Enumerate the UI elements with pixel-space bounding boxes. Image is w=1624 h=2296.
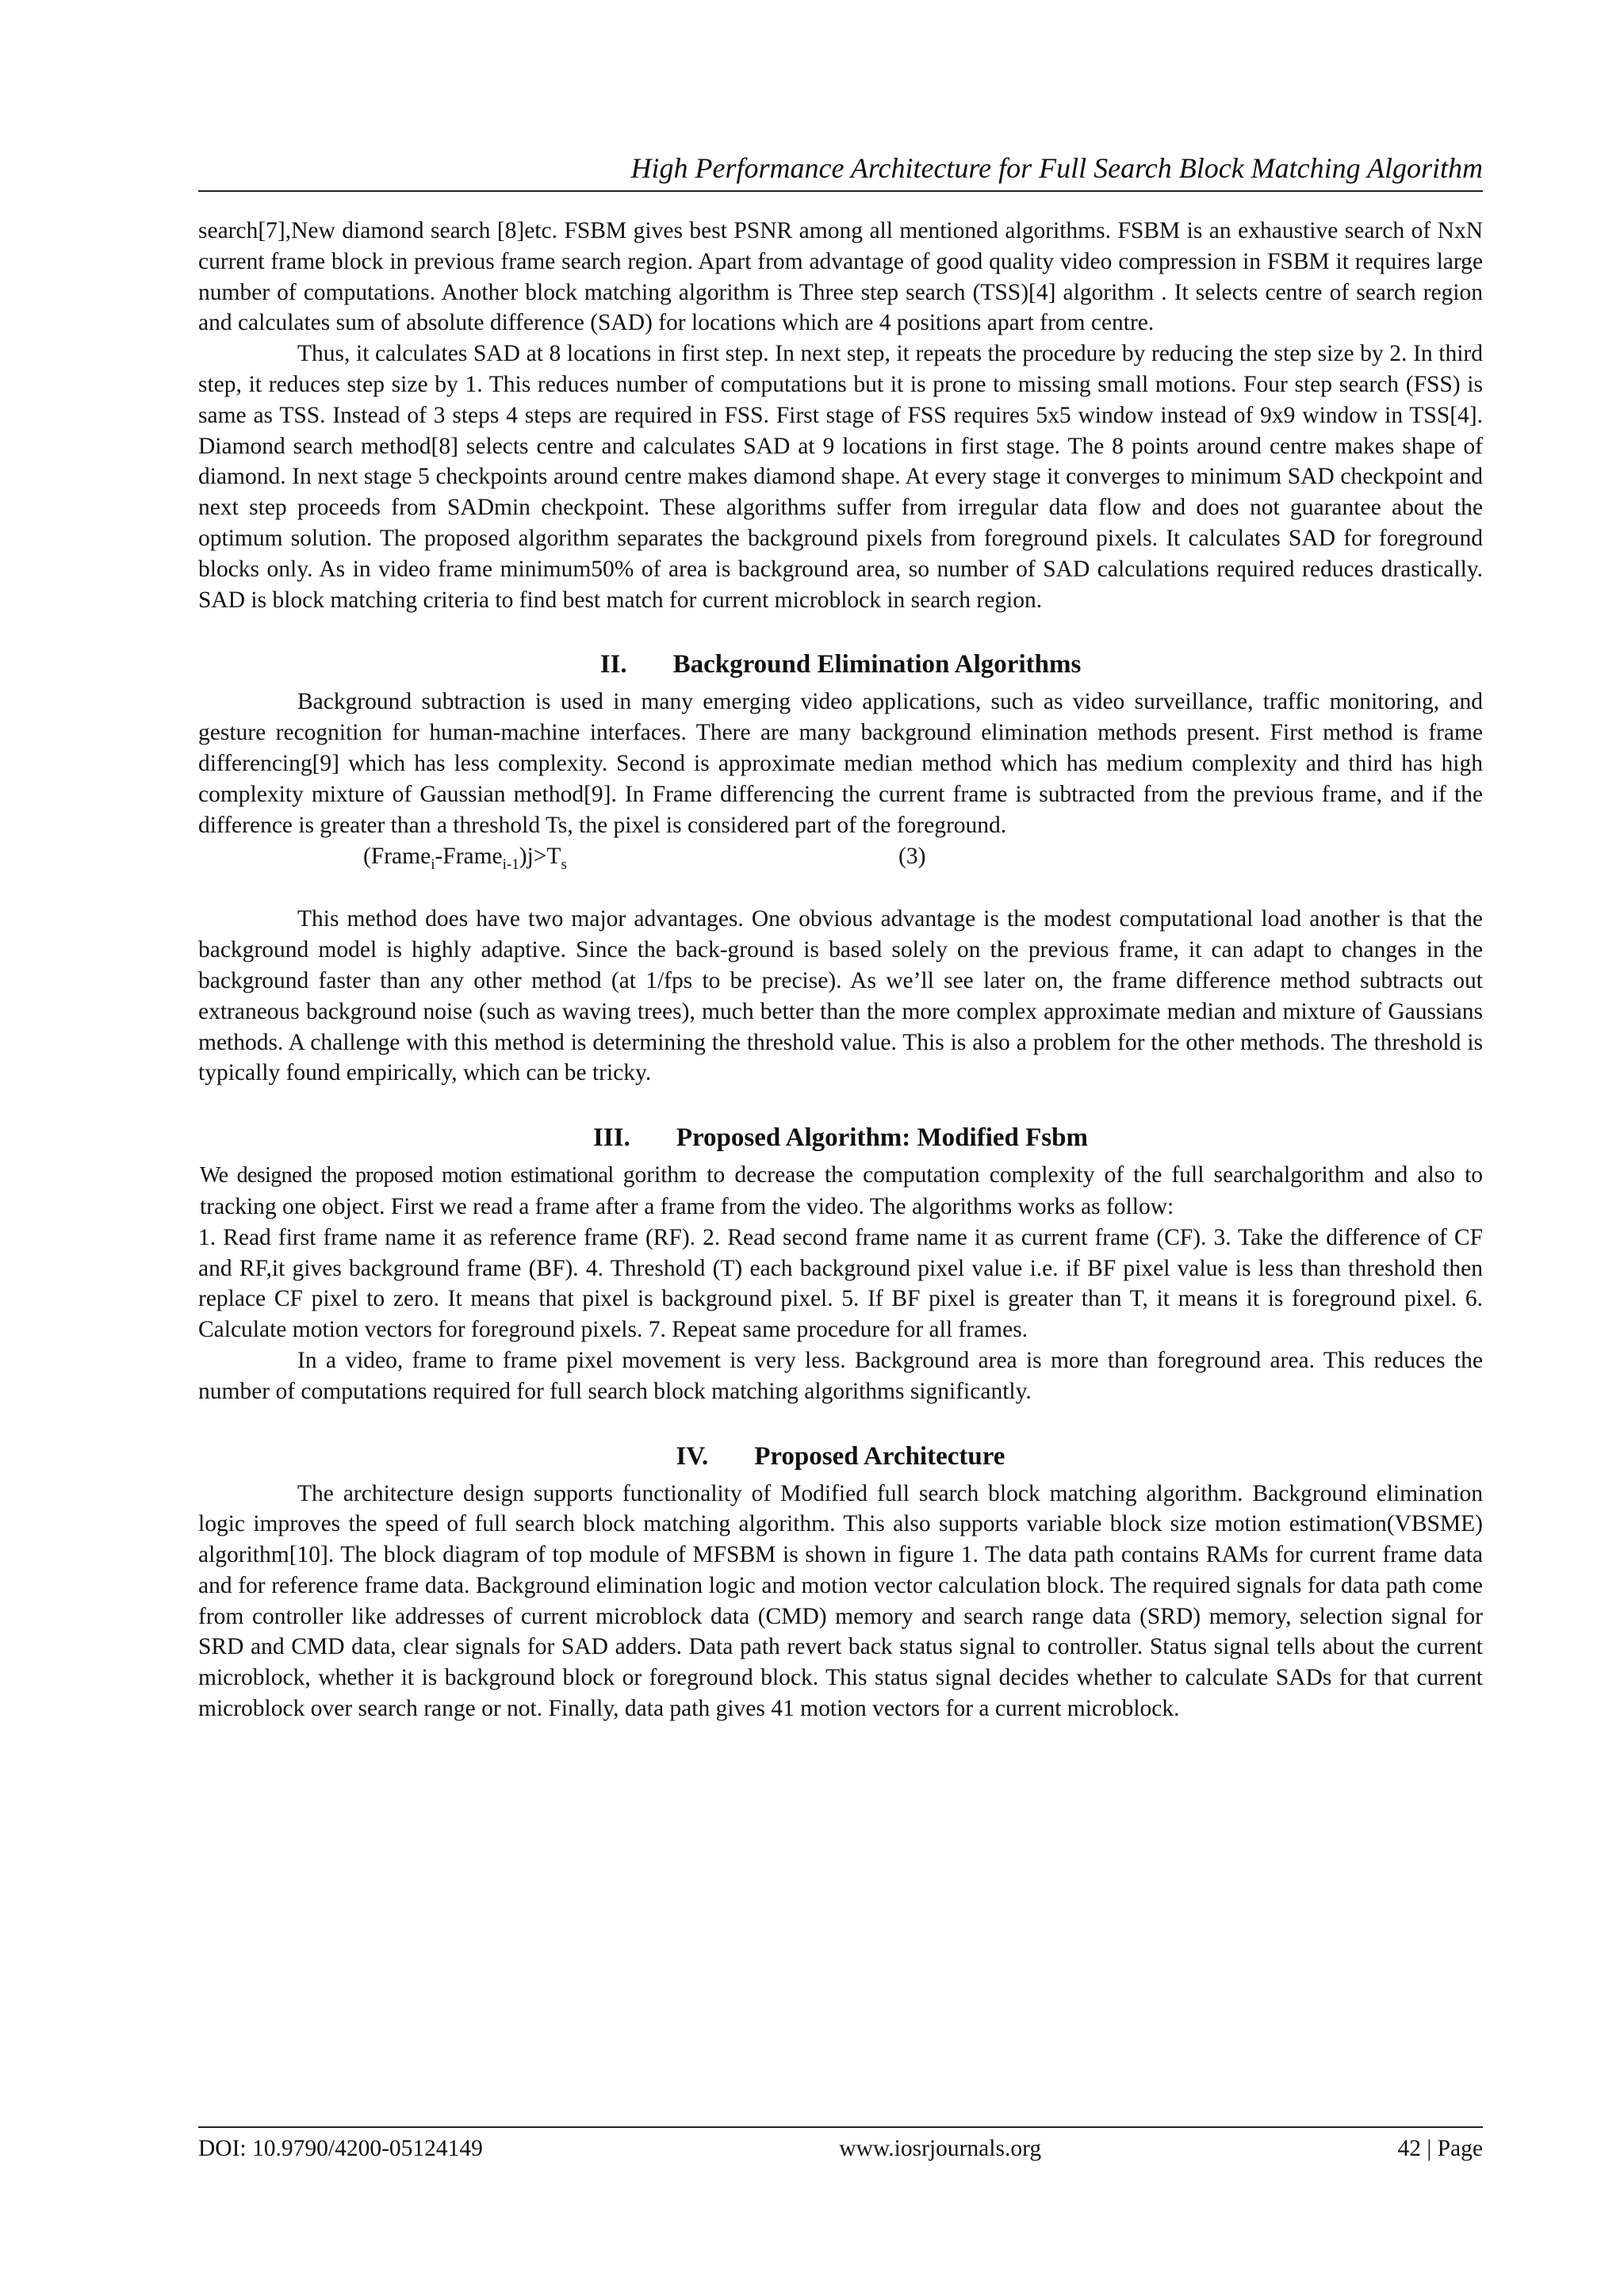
eq-part-minus-frame: -Frame	[435, 844, 503, 870]
section-heading-proposed-architecture	[198, 1439, 1483, 1474]
section-title: Proposed Algorithm: Modified Fsbm	[676, 1123, 1088, 1153]
eq-sub-i-minus-1: i-1	[502, 856, 519, 874]
paragraph-algorithm-intro	[198, 1160, 1483, 1223]
footer-journal-site: www.iosrjournals.org	[839, 2136, 1042, 2161]
equation-expression	[363, 840, 898, 872]
paragraph-frame-difference-advantages: This method does have two major advantages. One obvious advantage is the modest computational load another is that the background model is highly adaptive. Since the back-ground is based solely on the previous frame, it can adapt to changes in the background faster than any other method (at 1/fps to be precise). As we’ll see later on, the frame difference method subtracts out extraneous background noise (such as waving trees), much better than the more complex approximate median and mixture of Gaussians methods. A challenge with this method is determining the threshold value. This is also a problem for the other methods. The threshold is typically found empirically, which can be tricky.	[198, 906, 1483, 1086]
body-content	[198, 216, 1483, 1724]
paragraph-background-subtraction: Background subtraction is used in many emerging video applications, such as video surveillance, traffic monitoring, and gesture recognition for human-machine interfaces. There are many background elimination methods present. First method is frame differencing[9] which has less complexity. Second is approximate median method which has medium complexity and third has high complexity mixture of Gaussian method[9]. In Frame differencing the current frame is subtracted from the previous frame, and if the difference is greater than a threshold Ts, the pixel is considered part of the foreground.	[198, 689, 1483, 838]
eq-part-frame: (Frame	[363, 844, 431, 870]
footer-page-number: 42 | Page	[1397, 2136, 1483, 2161]
footer-rule	[198, 2126, 1483, 2128]
header-rule	[198, 190, 1483, 192]
section-number: IV.	[676, 1441, 709, 1471]
eq-sub-i: i	[431, 856, 435, 874]
paragraph-architecture: The architecture design supports functionality of Modified full search block matching algorithm. Background elimination logic improves the speed of full search block matching algorithm. This also supports variable block size motion estimation(VBSME) algorithm[10]. The block diagram of top module of MFSBM is shown in figure 1. The data path contains RAMs for current frame data and for reference frame data. Background elimination logic and motion vector calculation block. The required signals for data path come from controller like addresses of current microblock data (CMD) memory and search range data (SRD) memory, selection signal for SRD and CMD data, clear signals for SAD adders. Data path revert back status signal to controller. Status signal tells about the current microblock, whether it is background block or foreground block. This status signal decides whether to calculate SADs for that current microblock over search range or not. Finally, data path gives 41 motion vectors for a current microblock.	[198, 1480, 1483, 1722]
intro-narrow-text: We designed the proposed motion estimational	[200, 1163, 614, 1188]
paragraph-search-methods: Thus, it calculates SAD at 8 locations in first step. In next step, it repeats the procedure by reducing the step size by 2. In third step, it reduces step size by 1. This reduces number of computations but it is prone to missing small motions. Four step search (FSS) is same as TSS. Instead of 3 steps 4 steps are required in FSS. First stage of FSS requires 5x5 window instead of 9x9 window in TSS[4]. Diamond search method[8] selects centre and calculates SAD at 9 locations in first stage. The 8 points around centre makes shape of diamond. In next stage 5 checkpoints around centre makes diamond shape. At every stage it converges to minimum SAD checkpoint and next step proceeds from SADmin checkpoint. These algorithms suffer from irregular data flow and does not guarantee about the optimum solution. The proposed algorithm separates the background pixels from foreground pixels. It calculates SAD for foreground blocks only. As in video frame minimum50% of area is background area, so number of SAD calculations required reduces drastically. SAD is block matching criteria to find best match for current microblock in search region.	[198, 341, 1483, 613]
section-heading-proposed-algorithm	[198, 1120, 1483, 1155]
equation-frame-difference	[198, 840, 1483, 872]
section-title: Proposed Architecture	[754, 1441, 1005, 1471]
intro-rest-text: gorithm to decrease the computation complexity of the full searchalgorithm and also to tracking one object. First we read a frame after a frame from the video. The algorithms works as follow:	[200, 1162, 1484, 1219]
paragraph-algorithm-steps: 1. Read first frame name it as reference frame (RF). 2. Read second frame name it as current frame (CF). 3. Take the difference of CF and RF,it gives background frame (BF). 4. Threshold (T) each background pixel value i.e. if BF pixel value is less than threshold then replace CF pixel to zero. It means that pixel is background pixel. 5. If BF pixel is greater than T, it means it is foreground pixel. 6. Calculate motion vectors for foreground pixels. 7. Repeat same procedure for all frames.	[198, 1224, 1483, 1343]
paragraph-intro: search[7],New diamond search [8]etc. FSBM gives best PSNR among all mentioned algorithms. FSBM is an exhaustive search of NxN current frame block in previous frame search region. Apart from advantage of good quality video compression in FSBM it requires large number of computations. Another block matching algorithm is Three step search (TSS)[4] algorithm . It selects centre of search region and calculates sum of absolute difference (SAD) for locations which are 4 positions apart from centre.	[198, 218, 1483, 336]
eq-part-threshold: )j>T	[519, 844, 561, 870]
section-number: II.	[599, 650, 627, 679]
section-heading-background-elimination	[198, 647, 1483, 682]
running-head: High Performance Architecture for Full Search Block Matching Algorithm	[630, 152, 1483, 184]
section-title: Background Elimination Algorithms	[672, 650, 1082, 679]
equation-number: (3)	[898, 844, 926, 870]
eq-sub-s: s	[561, 856, 567, 874]
section-number: III.	[593, 1123, 630, 1153]
footer-doi: DOI: 10.9790/4200-05124149	[198, 2136, 483, 2161]
paragraph-algorithm-summary: In a video, frame to frame pixel movement is very less. Background area is more than foreground area. This reduces the number of computations required for full search block matching algorithms significantly.	[198, 1347, 1483, 1404]
page-footer	[198, 2133, 1483, 2164]
